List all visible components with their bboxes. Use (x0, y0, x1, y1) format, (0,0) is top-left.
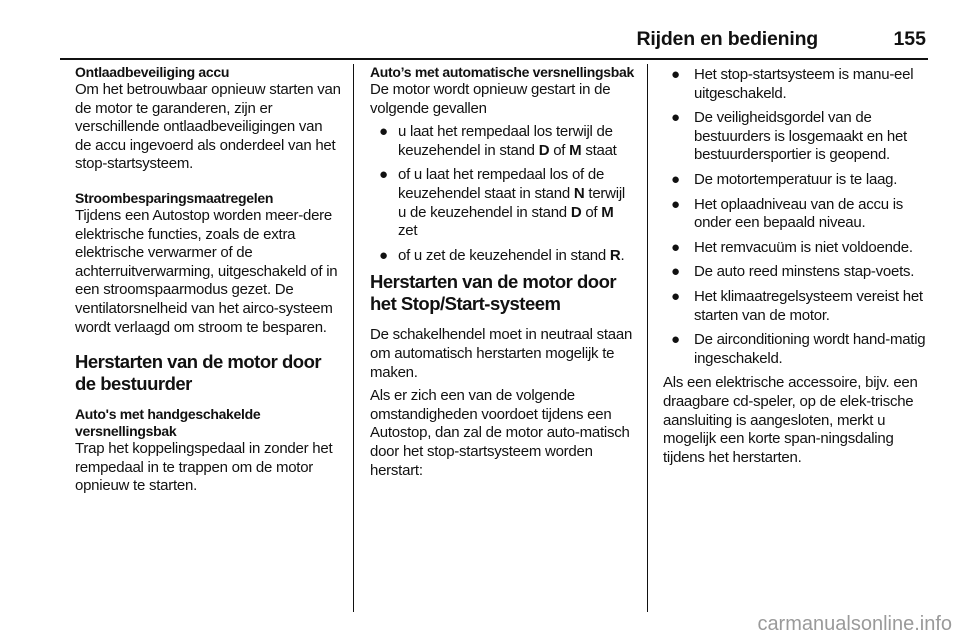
subheading-battery-protection: Ontlaadbeveiliging accu (75, 64, 230, 80)
bullet-icon: ● (671, 109, 680, 127)
paragraph: Als er zich een van de volgende omstandigheden voordoet tijdens een Autostop, dan zal de motor auto-matisch door het stop-startsysteem worden herstart: (370, 387, 630, 479)
bullet-icon: ● (379, 166, 388, 184)
paragraph: Als een elektrische accessoire, bijv. een draagbare cd-speler, op de elek-trische aansluiting is aangesloten, merkt u mogelijk een korte span-ningsdaling tijdens het herstarten. (663, 374, 918, 466)
bullet-icon: ● (671, 287, 680, 305)
column-middle (370, 64, 636, 480)
bullet-icon: ● (671, 170, 680, 188)
list-item: ● De veiligheidsgordel van de bestuurders is losgemaakt en het bestuurdersportier is geopend. (671, 109, 907, 164)
list-item: ● Het klimaatregelsysteem vereist het starten van de motor. (671, 287, 923, 324)
paragraph: Tijdens een Autostop worden meer-dere elektrische functies, zoals de extra elektrische verwarmer of de achterruitverwarming, uitgeschakeld of in een stroomspaarmodus gezet. De ventilatorsnelheid van het airco-systeem wordt verlaagd om stroom te besparen. (75, 206, 338, 336)
running-title: Rijden en bediening (636, 28, 818, 50)
paragraph: De schakelhendel moet in neutraal staan om automatisch herstarten mogelijk te maken. (370, 326, 633, 381)
list-item: ● u laat het rempedaal los terwijl de keuzehendel in stand D of M staat (379, 123, 617, 159)
paragraph: Om het betrouwbaar opnieuw starten van de motor te garanderen, zijn er verschillende ontlaadbeveiligingen van de accu ingevoerd als onderdeel van het stop-startsysteem. (75, 81, 341, 173)
column-right (663, 64, 929, 467)
list-item: ● of u laat het rempedaal los of de keuzehendel staat in stand N terwijl u de keuzehendel in stand D of M zet (379, 166, 625, 240)
page-header (60, 24, 928, 60)
bullet-icon: ● (671, 66, 680, 83)
list-item: ● Het remvacuüm is niet voldoende. (671, 238, 913, 256)
column-divider (647, 64, 648, 612)
restart-conditions-list (370, 123, 636, 265)
bullet-icon: ● (671, 238, 680, 256)
bullet-icon: ● (671, 331, 680, 349)
paragraph: Trap het koppelingspedaal in zonder het rempedaal in te trappen om de motor opnieuw te starten. (75, 440, 333, 495)
list-item: ● De airconditioning wordt hand-matig ingeschakeld. (671, 331, 926, 367)
page-number: 155 (893, 28, 926, 50)
subheading-automatic-transmission: Auto’s met automatische versnellingsbak (370, 64, 634, 80)
paragraph: De motor wordt opnieuw gestart in de volgende gevallen (370, 81, 611, 117)
list-item: ● of u zet de keuzehendel in stand R. (379, 246, 625, 264)
bullet-icon: ● (379, 246, 388, 264)
bullet-icon: ● (671, 195, 680, 213)
watermark: carmanualsonline.info (757, 613, 952, 635)
section-heading-system-restart: Herstarten van de motor door het Stop/Start-systeem (370, 271, 617, 314)
column-left (75, 64, 341, 496)
list-item: ● De motortemperatuur is te laag. (671, 170, 898, 188)
list-item: ● Het oplaadniveau van de accu is onder een bepaald niveau. (671, 195, 904, 232)
list-item: ● De auto reed minstens stap-voets. (671, 263, 915, 281)
bullet-icon: ● (379, 123, 388, 141)
subheading-power-saving: Stroombesparingsmaatregelen (75, 189, 274, 206)
auto-restart-conditions-list (663, 66, 929, 368)
bullet-icon: ● (671, 263, 680, 281)
column-divider (353, 64, 354, 612)
list-item: ● Het stop-startsysteem is manu-eel uitgeschakeld. (671, 66, 914, 102)
subheading-manual-transmission: Auto's met handgeschakelde versnellingsbak (75, 406, 261, 440)
section-heading-driver-restart: Herstarten van de motor door de bestuurder (75, 351, 322, 394)
